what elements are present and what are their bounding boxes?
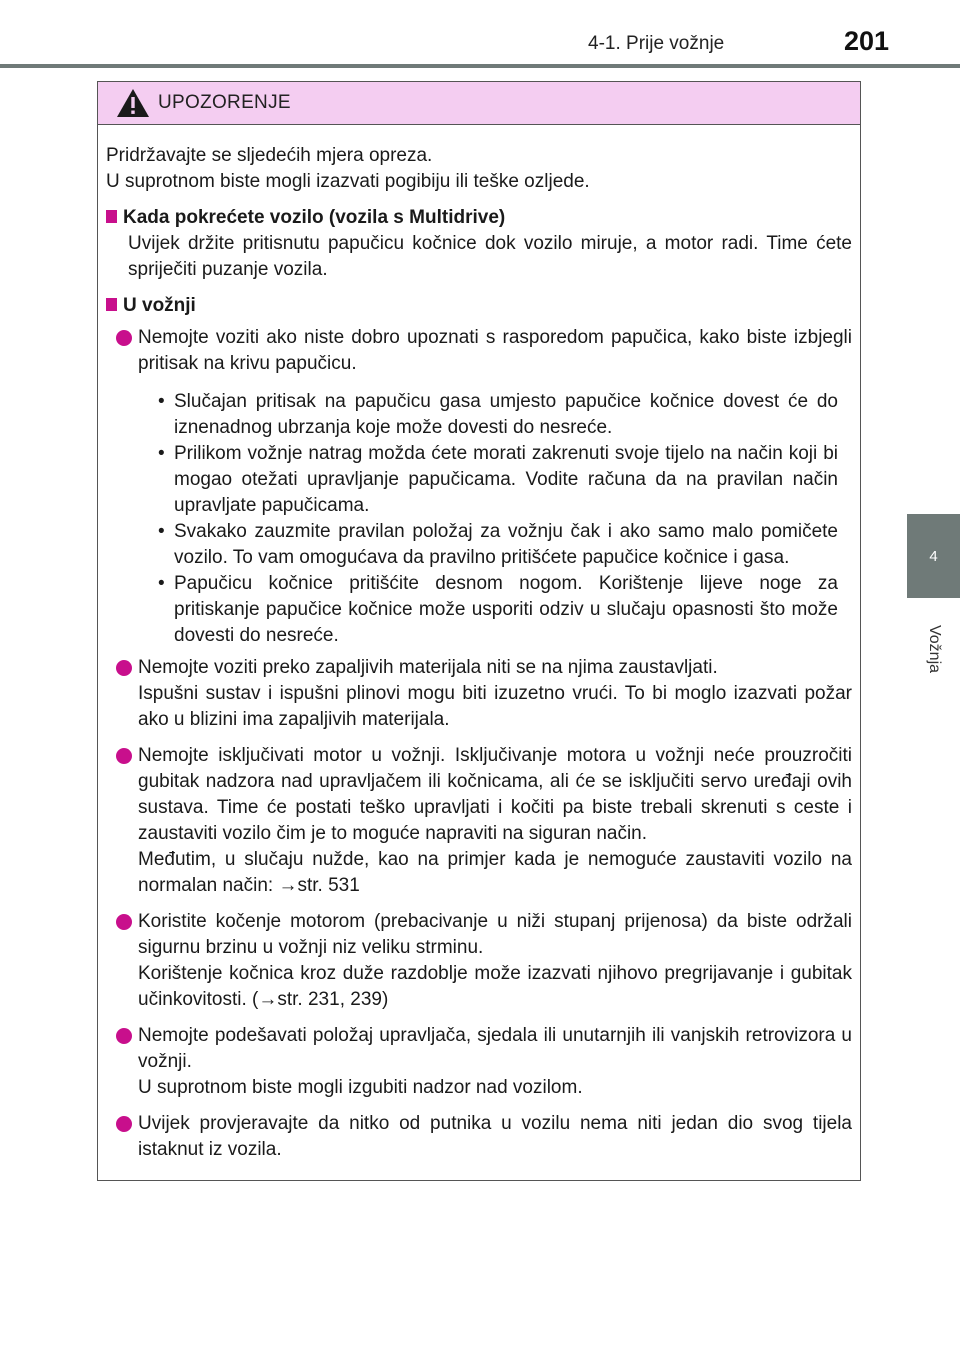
round-bullet-icon bbox=[116, 748, 132, 764]
header-section-title: 4-1. Prije vožnje bbox=[588, 33, 725, 54]
section-text: Uvijek držite pritisnutu papučicu kočnice dok vozilo miruje, a motor radi. Time ćete spriječiti puzanje vozila. bbox=[128, 233, 852, 280]
list-item bbox=[106, 743, 852, 899]
header-rule bbox=[0, 64, 960, 68]
sub-bullet-text: Svakako zauzmite pravilan položaj za vožnju čak i ako samo malo pomičete vozilo. To vam omogućava da pravilno pritišćete papučice kočnice i gasa. bbox=[174, 521, 838, 568]
list-item-text: Koristite kočenje motorom (prebacivanje u niži stupanj prijenosa) da biste održali sigurnu brzinu u vožnji niz veliku strminu. bbox=[138, 911, 852, 958]
list-item-text: Uvijek provjeravajte da nitko od putnika u vozilu nema niti jedan dio svog tijela istaknut iz vozila. bbox=[138, 1113, 852, 1160]
list-item-text: Nemojte voziti preko zapaljivih materijala niti se na njima zaustavljati. bbox=[138, 657, 718, 678]
list-item-text: Međutim, u slučaju nužde, kao na primjer kada je nemoguće zaustaviti vozilo na normalan način: →str. 531 bbox=[138, 849, 852, 896]
round-bullet-icon bbox=[116, 660, 132, 676]
list-item bbox=[106, 909, 852, 1013]
bullet-dot-icon: • bbox=[158, 443, 165, 464]
warning-triangle-icon bbox=[116, 88, 150, 118]
list-item bbox=[106, 1023, 852, 1101]
warning-box bbox=[97, 81, 861, 1181]
chapter-tab[interactable] bbox=[907, 514, 960, 598]
list-item-text: Ispušni sustav i ispušni plinovi mogu biti izuzetno vrući. To bi moglo izazvati požar ako u blizini ima zapaljivih materijala. bbox=[138, 683, 852, 730]
section-heading-text: Kada pokrećete vozilo (vozila s Multidrive) bbox=[123, 207, 506, 228]
chapter-label: Vožnja bbox=[926, 624, 943, 674]
warning-header bbox=[98, 82, 860, 125]
warning-intro-line: U suprotnom biste mogli izazvati pogibiju ili teške ozljede. bbox=[106, 171, 590, 192]
list-item bbox=[106, 655, 852, 733]
sub-bullet bbox=[138, 441, 838, 519]
list-item-text: Nemojte isključivati motor u vožnji. Isključivanje motora u vožnji neće prouzročiti gubitak nadzora nad upravljačem ili kočnicama, ali će se isključiti servo uređaji ovih sustava. Time će postati teško upravljati i kočiti pa biste trebali skrenuti s ceste i zaustaviti vozilo čim je to moguće napraviti na siguran način. bbox=[138, 745, 852, 844]
sub-bullet-text: Papučicu kočnice pritišćite desnom nogom. Korištenje lijeve noge za pritiskanje papučice kočnice može usporiti odziv u slučaju opasnosti što može dovesti do nesreće. bbox=[174, 573, 838, 646]
warning-title: UPOZORENJE bbox=[158, 92, 291, 113]
list-item bbox=[106, 1111, 852, 1163]
chapter-tab-number: 4 bbox=[929, 547, 938, 565]
sub-bullet bbox=[138, 571, 838, 649]
sub-bullet-text: Prilikom vožnje natrag možda ćete morati zakrenuti svoje tijelo na način koji bi mogao otežati upravljanje papučicama. Vodite računa da na pravilan način upravljate papučicama. bbox=[174, 443, 838, 516]
list-item-text: U suprotnom biste mogli izgubiti nadzor nad vozilom. bbox=[138, 1077, 583, 1098]
list-item bbox=[106, 325, 852, 649]
list-item-text: Korištenje kočnica kroz duže razdoblje može izazvati njihovo pregrijavanje i gubitak učinkovitosti. (→str. 231, 239) bbox=[138, 963, 852, 1010]
round-bullet-icon bbox=[116, 1116, 132, 1132]
bullet-dot-icon: • bbox=[158, 521, 165, 542]
warning-body bbox=[98, 125, 860, 1163]
square-bullet-icon bbox=[106, 298, 117, 311]
square-bullet-icon bbox=[106, 210, 117, 223]
round-bullet-icon bbox=[116, 330, 132, 346]
page-number: 201 bbox=[844, 26, 890, 56]
sub-bullet-list bbox=[138, 389, 852, 649]
section-heading bbox=[106, 293, 852, 319]
section-heading bbox=[106, 205, 852, 231]
section-heading-text: U vožnji bbox=[123, 295, 196, 316]
sub-bullet bbox=[138, 519, 838, 571]
bullet-dot-icon: • bbox=[158, 391, 165, 412]
list-item-text: Nemojte voziti ako niste dobro upoznati s rasporedom papučica, kako biste izbjegli pritisak na krivu papučicu. bbox=[138, 327, 852, 374]
round-bullet-icon bbox=[116, 914, 132, 930]
list-item-text: Nemojte podešavati položaj upravljača, sjedala ili unutarnjih ili vanjskih retrovizora u vožnji. bbox=[138, 1025, 852, 1072]
bullet-dot-icon: • bbox=[158, 573, 165, 594]
round-bullet-icon bbox=[116, 1028, 132, 1044]
warning-intro-line: Pridržavajte se sljedećih mjera opreza. bbox=[106, 145, 433, 166]
sub-bullet-text: Slučajan pritisak na papučicu gasa umjesto papučice kočnice dovest će do iznenadnog ubrzanja koje može dovesti do nesreće. bbox=[174, 391, 838, 438]
sub-bullet bbox=[138, 389, 838, 441]
